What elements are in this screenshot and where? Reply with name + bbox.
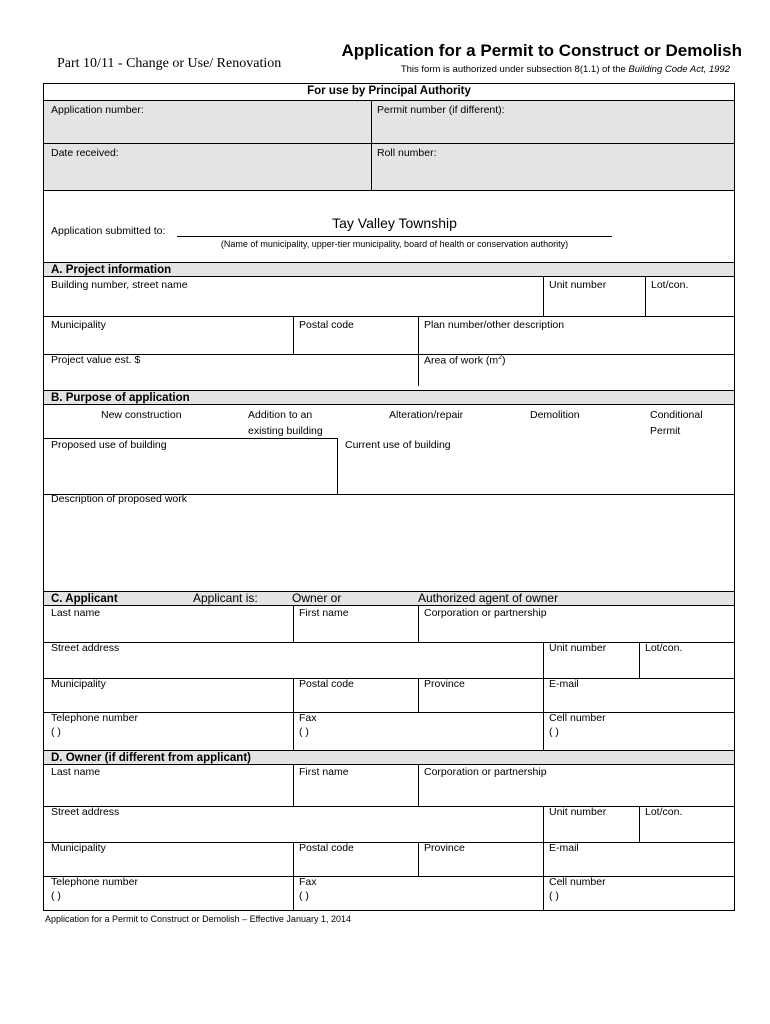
roll-number-field[interactable]: Roll number: [377,147,437,159]
submitted-to-note: (Name of municipality, upper-tier municipality, board of health or conservation authority) [220,239,569,249]
owner-telephone-paren: ( ) [51,890,61,902]
authority-heading: For use by Principal Authority [307,85,471,97]
demolition-option[interactable]: Demolition [530,409,580,421]
applicant-cell[interactable]: Cell number [549,712,606,724]
owner-cell[interactable]: Cell number [549,876,606,888]
area-sup: 2 [498,354,503,361]
section-d-heading: D. Owner (if different from applicant) [44,750,734,764]
applicant-first-name[interactable]: First name [299,607,349,619]
addition-option[interactable]: Addition to an [248,409,313,421]
applicant-fax[interactable]: Fax [299,712,317,724]
building-street-field[interactable]: Building number, street name [51,279,188,291]
applicant-fax-paren: ( ) [299,726,309,738]
owner-last-name[interactable]: Last name [51,766,101,778]
applicant-email[interactable]: E-mail [549,678,579,690]
municipality-field[interactable]: Municipality [51,319,106,331]
conditional-permit-line2: Permit [650,425,681,437]
section-b-heading: B. Purpose of application [44,390,734,404]
owner-unit-number[interactable]: Unit number [549,806,607,818]
applicant-cell-paren: ( ) [549,726,559,738]
applicant-lot-con[interactable]: Lot/con. [645,642,683,654]
owner-postal-code[interactable]: Postal code [299,842,354,854]
subtitle-act: Building Code Act, 1992 [628,64,730,75]
owner-email[interactable]: E-mail [549,842,579,854]
applicant-corporation[interactable]: Corporation or partnership [424,607,547,619]
alteration-option[interactable]: Alteration/repair [389,409,464,421]
project-value-field[interactable]: Project value est. $ [51,354,141,366]
date-received-field[interactable]: Date received: [51,147,119,159]
owner-province[interactable]: Province [424,842,465,854]
proposed-use-field[interactable]: Proposed use of building [51,439,167,451]
owner-fax-paren: ( ) [299,890,309,902]
area-label: Area of work (m [424,354,499,367]
part-label: Part 10/11 - Change or Use/ Renovation [57,56,282,71]
applicant-municipality[interactable]: Municipality [51,678,106,690]
section-a-heading: A. Project information [44,262,734,276]
permit-number-field[interactable]: Permit number (if different): [377,104,505,116]
owner-cell-paren: ( ) [549,890,559,902]
applicant-last-name[interactable]: Last name [51,607,101,619]
section-c-heading: C. Applicant [44,591,734,605]
footer-text: Application for a Permit to Construct or Demolish – Effective January 1, 2014 [45,914,351,924]
owner-first-name[interactable]: First name [299,766,349,778]
addition-option-line2: existing building [248,425,323,437]
subtitle-prefix: This form is authorized under subsection 8(1.1) of the [400,64,629,75]
owner-telephone[interactable]: Telephone number [51,876,138,888]
submitted-to-value[interactable]: Tay Valley Township [332,215,457,231]
area-close: ) [502,354,506,367]
postal-code-field[interactable]: Postal code [299,319,354,331]
description-field[interactable]: Description of proposed work [51,493,187,505]
submitted-to-label: Application submitted to: [51,225,166,237]
applicant-is-label: Applicant is: [193,591,258,605]
unit-number-field[interactable]: Unit number [549,279,607,291]
owner-lot-con[interactable]: Lot/con. [645,806,683,818]
form-title: Application for a Permit to Construct or Demolish [341,41,742,60]
owner-street-address[interactable]: Street address [51,806,120,818]
lot-con-field[interactable]: Lot/con. [651,279,689,291]
current-use-field[interactable]: Current use of building [345,439,451,451]
applicant-telephone[interactable]: Telephone number [51,712,138,724]
owner-corporation[interactable]: Corporation or partnership [424,766,547,778]
applicant-unit-number[interactable]: Unit number [549,642,607,654]
form-subtitle [330,64,730,75]
new-construction-option[interactable]: New construction [101,409,182,421]
owner-fax[interactable]: Fax [299,876,317,888]
permit-form [43,83,735,911]
applicant-telephone-paren: ( ) [51,726,61,738]
area-of-work-field[interactable] [424,354,506,367]
application-number-field[interactable]: Application number: [51,104,144,116]
owner-option[interactable]: Owner or [292,591,342,605]
applicant-province[interactable]: Province [424,678,465,690]
conditional-permit-option[interactable]: Conditional [650,409,703,421]
authorized-agent-option[interactable]: Authorized agent of owner [418,591,559,605]
applicant-postal-code[interactable]: Postal code [299,678,354,690]
applicant-street-address[interactable]: Street address [51,642,120,654]
plan-number-field[interactable]: Plan number/other description [424,319,565,331]
owner-municipality[interactable]: Municipality [51,842,106,854]
